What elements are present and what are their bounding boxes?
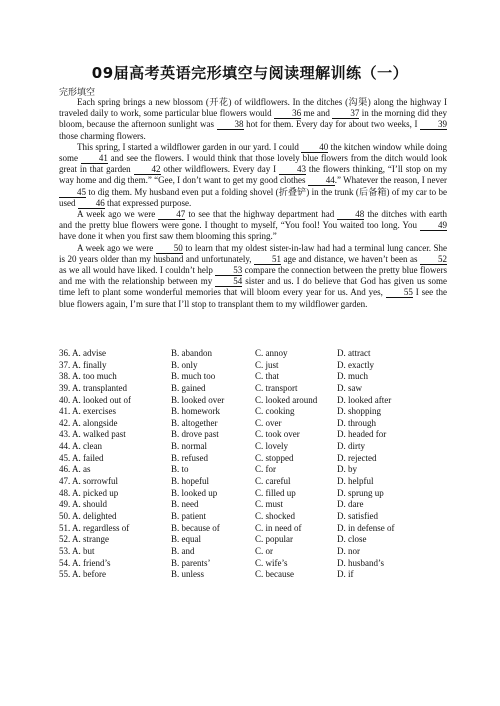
- option-d: D. shopping: [337, 406, 382, 417]
- option-d: D. nor: [337, 545, 360, 556]
- passage-text: the kitchen window while doing some: [59, 141, 447, 164]
- blank-42: 42: [134, 165, 161, 175]
- option-b: B. refused: [171, 452, 208, 463]
- passage-text: This spring, I started a wildflower garden in our yard. I could: [77, 141, 302, 152]
- option-b: B. drove past: [171, 429, 219, 440]
- passage-text: hot for them. Every day for about two weeks, I: [243, 119, 421, 130]
- blank-54: 54: [215, 277, 242, 287]
- passage-text: and see the flowers. I would think that those lovely blue flowers from the ditch would look great in that garden: [59, 153, 447, 175]
- passage-text: A week ago we were: [77, 242, 156, 253]
- passage-text: me and: [301, 108, 333, 119]
- option-row: [59, 383, 459, 395]
- option-d: D. headed for: [337, 429, 387, 440]
- option-d: D. helpful: [337, 476, 374, 487]
- option-b: B. patient: [171, 510, 206, 521]
- option-row: [59, 360, 459, 372]
- option-b: B. only: [171, 359, 198, 370]
- option-c: C. shocked: [255, 510, 295, 521]
- option-b: B. unless: [171, 569, 205, 580]
- option-row: [59, 464, 459, 476]
- option-d: D. satisfied: [337, 510, 378, 521]
- blank-40: 40: [301, 143, 328, 153]
- option-d: D. saw: [337, 382, 362, 393]
- option-a: 37. A. finally: [59, 359, 107, 370]
- option-c: C. because: [255, 569, 294, 580]
- blank-36: 36: [274, 109, 301, 119]
- option-a: 41. A. exercises: [59, 406, 116, 417]
- option-row: [59, 558, 459, 570]
- option-b: B. looked over: [171, 394, 225, 405]
- option-b: B. looked up: [171, 487, 218, 498]
- option-a: 38. A. too much: [59, 371, 117, 382]
- option-row: [59, 406, 459, 418]
- passage-text: .” Whatever the reason, I never: [334, 175, 447, 186]
- option-a: 46. A. as: [59, 464, 91, 475]
- option-a: 49. A. should: [59, 499, 108, 510]
- passage-text: A week ago we were: [77, 209, 159, 220]
- blank-37: 37: [332, 109, 359, 119]
- option-c: C. stopped: [255, 452, 294, 463]
- option-a: 55. A. before: [59, 569, 106, 580]
- passage-paragraph: [59, 243, 447, 310]
- blank-38: 38: [217, 120, 244, 130]
- passage-text: to see that the highway department had: [185, 209, 338, 220]
- passage-text: have done it when you first saw them blooming this spring.”: [59, 231, 277, 242]
- option-b: B. equal: [171, 534, 201, 545]
- option-c: C. must: [255, 499, 284, 510]
- option-d: D. sprung up: [337, 487, 384, 498]
- blank-44: 44: [308, 176, 335, 186]
- option-b: B. normal: [171, 441, 207, 452]
- option-d: D. looked after: [337, 394, 392, 405]
- option-a: 43. A. walked past: [59, 429, 126, 440]
- option-a: 45. A. failed: [59, 452, 104, 463]
- option-b: B. gained: [171, 382, 206, 393]
- section-heading: 完形填空: [59, 87, 96, 97]
- option-b: B. need: [171, 499, 199, 510]
- passage-text: those charming flowers.: [59, 130, 146, 141]
- passage-text: the flowers thinking, “I’ll stop on my way home and dig them.” “Gee, I don’t want to get my good clothes: [59, 164, 447, 186]
- option-a: 51. A. regardless of: [59, 522, 130, 533]
- passage-paragraph: [59, 97, 447, 142]
- option-row: [59, 441, 459, 453]
- option-row: [59, 523, 459, 535]
- blank-51: 51: [254, 255, 281, 265]
- option-c: C. lovely: [255, 441, 288, 452]
- option-c: C. annoy: [255, 348, 288, 358]
- option-a: 39. A. transplanted: [59, 382, 127, 393]
- blank-49: 49: [420, 221, 447, 231]
- option-d: D. attract: [337, 348, 371, 358]
- option-row: [59, 499, 459, 511]
- passage-text: other wildflowers. Every day I: [160, 164, 280, 175]
- option-a: 50. A. delighted: [59, 510, 117, 521]
- option-c: C. careful: [255, 476, 291, 487]
- option-row: [59, 546, 459, 558]
- option-row: [59, 488, 459, 500]
- blank-41: 41: [81, 154, 108, 164]
- passage-text: I see the blue flowers again, I’m sure that I’ll stop to transplant them to my wildflower garden.: [59, 287, 447, 309]
- option-d: D. dare: [337, 499, 364, 510]
- option-a: 48. A. picked up: [59, 487, 119, 498]
- option-row: [59, 534, 459, 546]
- option-b: B. altogether: [171, 417, 218, 428]
- blank-50: 50: [156, 244, 183, 254]
- option-a: 47. A. sorrowful: [59, 476, 118, 487]
- option-row: [59, 371, 459, 383]
- blank-46: 46: [78, 199, 105, 209]
- option-row: [59, 418, 459, 430]
- option-b: B. abandon: [171, 348, 212, 358]
- option-a: 40. A. looked out of: [59, 394, 131, 405]
- passage-text: as we all would have liked. I couldn’t help: [59, 265, 216, 276]
- option-row: [59, 395, 459, 407]
- passage-text: Each spring brings a new blossom (开花) of wildflowers. In the ditches (沟渠) along the highway I traveled daily to work, some particular blue flowers would: [59, 97, 447, 119]
- option-c: C. over: [255, 417, 282, 428]
- option-c: C. in need of: [255, 522, 302, 533]
- option-c: C. cooking: [255, 406, 295, 417]
- option-row: [59, 511, 459, 523]
- blank-45: 45: [59, 188, 86, 198]
- option-c: C. wife’s: [255, 557, 288, 568]
- option-row: [59, 429, 459, 441]
- passage-text: in the morning did they bloom, because the afternoon sunlight was: [59, 108, 447, 130]
- option-c: C. popular: [255, 534, 293, 545]
- option-row: [59, 348, 459, 360]
- passage-text: the ditches with earth and the pretty blue flowers were gone. I thought to myself, “You fool! You waited too long. You: [59, 209, 447, 231]
- blank-53: 53: [215, 266, 242, 276]
- passage-text: sister and us. I do believe that God has given us some time left to plant some wonderful memories that will bloom every year for us. And yes,: [59, 276, 447, 298]
- passage-text: that expressed purpose.: [104, 197, 192, 208]
- option-d: D. close: [337, 534, 367, 545]
- option-c: C. looked around: [255, 394, 318, 405]
- blank-52: 52: [420, 255, 447, 265]
- option-a: 42. A. alongside: [59, 417, 118, 428]
- option-c: C. or: [255, 545, 273, 556]
- option-d: D. if: [337, 569, 354, 580]
- option-b: B. much too: [171, 371, 216, 382]
- passage-paragraph: [59, 209, 447, 243]
- option-b: B. hopeful: [171, 476, 209, 487]
- option-c: C. just: [255, 359, 279, 370]
- option-d: D. by: [337, 464, 357, 475]
- option-b: B. to: [171, 464, 189, 475]
- option-c: C. took over: [255, 429, 300, 440]
- answer-options: [59, 348, 459, 581]
- option-a: 52. A. strange: [59, 534, 109, 545]
- option-b: B. because of: [171, 522, 220, 533]
- option-d: D. dirty: [337, 441, 365, 452]
- blank-47: 47: [158, 210, 185, 220]
- option-d: D. exactly: [337, 359, 374, 370]
- option-d: D. in defense of: [337, 522, 395, 533]
- option-row: [59, 453, 459, 465]
- option-c: C. that: [255, 371, 279, 382]
- option-c: C. filled up: [255, 487, 296, 498]
- blank-43: 43: [279, 165, 306, 175]
- option-row: [59, 569, 459, 581]
- option-d: D. much: [337, 371, 368, 382]
- option-c: C. transport: [255, 382, 298, 393]
- cloze-passage: [59, 97, 447, 310]
- option-b: B. and: [171, 545, 195, 556]
- option-d: D. husband’s: [337, 557, 384, 568]
- passage-paragraph: [59, 142, 447, 209]
- option-b: B. homework: [171, 406, 220, 417]
- option-d: D. through: [337, 417, 376, 428]
- passage-text: to learn that my oldest sister-in-law had had a terminal lung cancer. She is 20 years older than my husband and unfortunately,: [59, 242, 448, 264]
- blank-48: 48: [337, 210, 364, 220]
- option-a: 36. A. advise: [59, 348, 106, 358]
- option-row: [59, 476, 459, 488]
- option-c: C. for: [255, 464, 276, 475]
- option-a: 53. A. but: [59, 545, 95, 556]
- option-b: B. parents’: [171, 557, 211, 568]
- passage-text: compare the connection between the pretty blue flowers and me with the relationship between my: [59, 265, 448, 287]
- blank-39: 39: [420, 120, 447, 130]
- blank-55: 55: [386, 288, 413, 298]
- option-a: 44. A. clean: [59, 441, 102, 452]
- option-a: 54. A. friend’s: [59, 557, 111, 568]
- passage-text: to dig them. My husband even put a folding shovel (折叠铲) in the trunk (后备箱) of my car to be used: [59, 186, 447, 208]
- option-d: D. rejected: [337, 452, 377, 463]
- document-title: 09届高考英语完形填空与阅读理解训练（一）: [91, 64, 409, 82]
- passage-text: age and distance, we haven’t been as: [281, 253, 420, 264]
